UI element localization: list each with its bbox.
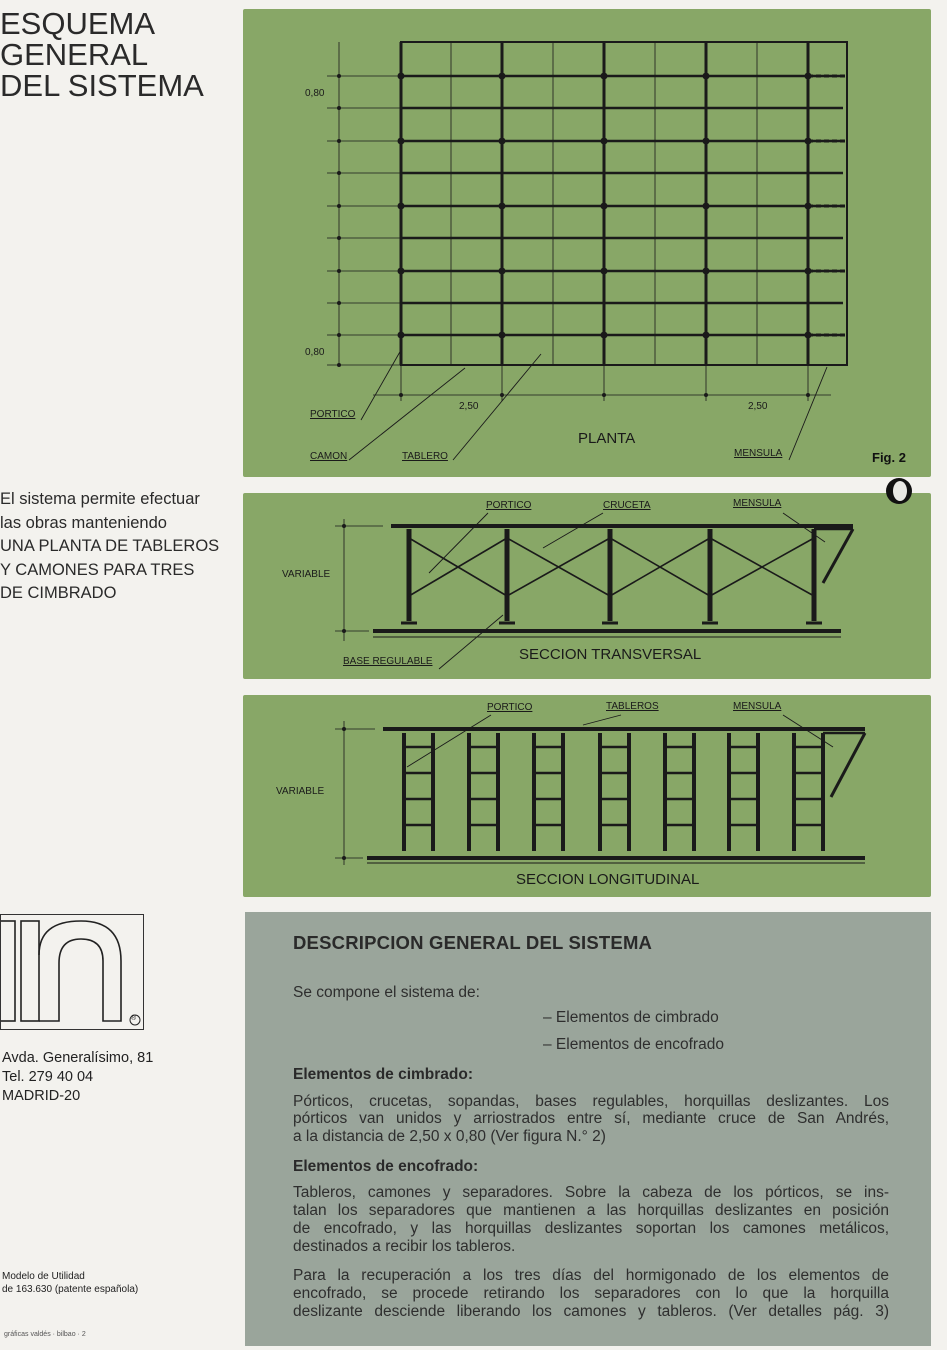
plan-label-portico: PORTICO	[310, 409, 356, 420]
plan-dim-left: 2,50	[459, 401, 479, 412]
longitudinal-panel	[243, 695, 931, 897]
figure-number: Fig. 2	[872, 450, 906, 465]
description-title: DESCRIPCION GENERAL DEL SISTEMA	[293, 932, 653, 953]
long-caption: SECCION LONGITUDINAL	[516, 871, 700, 888]
intro-line: Y CAMONES PARA TRES	[0, 560, 195, 579]
trans-label-cruceta: CRUCETA	[603, 500, 651, 511]
long-label-mensula: MENSULA	[733, 701, 782, 712]
paragraph-line: de encofrado, y las horquillas deslizantes soportan los camones metálicos,	[293, 1220, 889, 1237]
title-line: GENERAL	[0, 37, 149, 72]
plan-panel	[243, 9, 931, 477]
logo-mark	[1, 915, 142, 1028]
binder-hole	[886, 478, 912, 504]
patent-note	[2, 1271, 138, 1296]
paragraph-line: destinados a recibir los tableros.	[293, 1238, 516, 1255]
longitudinal-drawing	[243, 695, 931, 897]
intro-text	[0, 488, 219, 606]
description-intro: Se compone el sistema de:	[293, 984, 480, 1001]
description-item: – Elementos de cimbrado	[543, 1009, 719, 1026]
paragraph-line: Tableros, camones y separadores. Sobre la cabeza de los pórticos, se ins-	[293, 1184, 889, 1201]
company-logo	[0, 914, 144, 1030]
plan-dim-top: 0,80	[305, 88, 325, 99]
description-panel	[245, 912, 931, 1346]
intro-line: UNA PLANTA DE TABLEROS	[0, 537, 220, 555]
registered-mark: ®	[131, 1015, 137, 1022]
plan-dim-bottom: 0,80	[305, 347, 325, 358]
address-line: Avda. Generalísimo, 81	[2, 1050, 154, 1066]
plan-drawing	[243, 9, 931, 477]
section-heading: Elementos de cimbrado:	[293, 1066, 474, 1083]
address-line: Tel. 279 40 04	[2, 1069, 94, 1085]
trans-caption: SECCION TRANSVERSAL	[519, 646, 702, 663]
paragraph-line: deslizante desciende liberando los camones y tableros. (Ver detalles pág. 3)	[293, 1303, 889, 1320]
trans-label-variable: VARIABLE	[282, 569, 331, 580]
plan-dim-right: 2,50	[748, 401, 768, 412]
printer-footer: gráficas valdés · bilbao · 2	[4, 1331, 86, 1338]
transversal-panel	[243, 493, 931, 679]
long-label-variable: VARIABLE	[276, 786, 325, 797]
section-heading: Elementos de encofrado:	[293, 1158, 479, 1175]
patent-line: Modelo de Utilidad	[2, 1271, 85, 1282]
paragraph-line: a la distancia de 2,50 x 0,80 (Ver figura N.° 2)	[293, 1128, 606, 1145]
paragraph-line: Para la recuperación a los tres días del hormigonado de los elementos de	[293, 1267, 889, 1284]
title-line: DEL SISTEMA	[0, 68, 204, 103]
address-block	[2, 1049, 153, 1106]
title-line: ESQUEMA	[0, 6, 156, 41]
long-label-portico: PORTICO	[487, 702, 533, 713]
plan-label-tablero: TABLERO	[402, 451, 448, 462]
plan-label-camon: CAMON	[310, 451, 348, 462]
intro-line: El sistema permite efectuar	[0, 490, 200, 508]
intro-line: DE CIMBRADO	[0, 584, 117, 602]
paragraph-line: Pórticos, crucetas, sopandas, bases regulables, horquillas deslizantes. Los	[293, 1093, 889, 1110]
trans-label-portico: PORTICO	[486, 500, 532, 511]
plan-caption: PLANTA	[578, 430, 636, 447]
description-item: – Elementos de encofrado	[543, 1036, 724, 1053]
long-label-tableros: TABLEROS	[606, 701, 659, 712]
page-title	[0, 8, 204, 101]
paragraph-line: pórticos van unidos y arriostrados entre sí, mediante cruce de San Andrés,	[293, 1110, 889, 1127]
trans-label-mensula: MENSULA	[733, 498, 782, 509]
paragraph-line: talan los separadores que mantienen a las horquillas deslizantes en posición	[293, 1202, 889, 1219]
trans-label-base: BASE REGULABLE	[343, 656, 433, 667]
address-line: MADRID-20	[2, 1088, 81, 1104]
paragraph-line: encofrado, se procede retirando los separadores con lo que la horquilla	[293, 1285, 889, 1302]
plan-label-mensula: MENSULA	[734, 448, 783, 459]
intro-line: las obras manteniendo	[0, 513, 167, 532]
patent-line: de 163.630 (patente española)	[2, 1283, 139, 1295]
